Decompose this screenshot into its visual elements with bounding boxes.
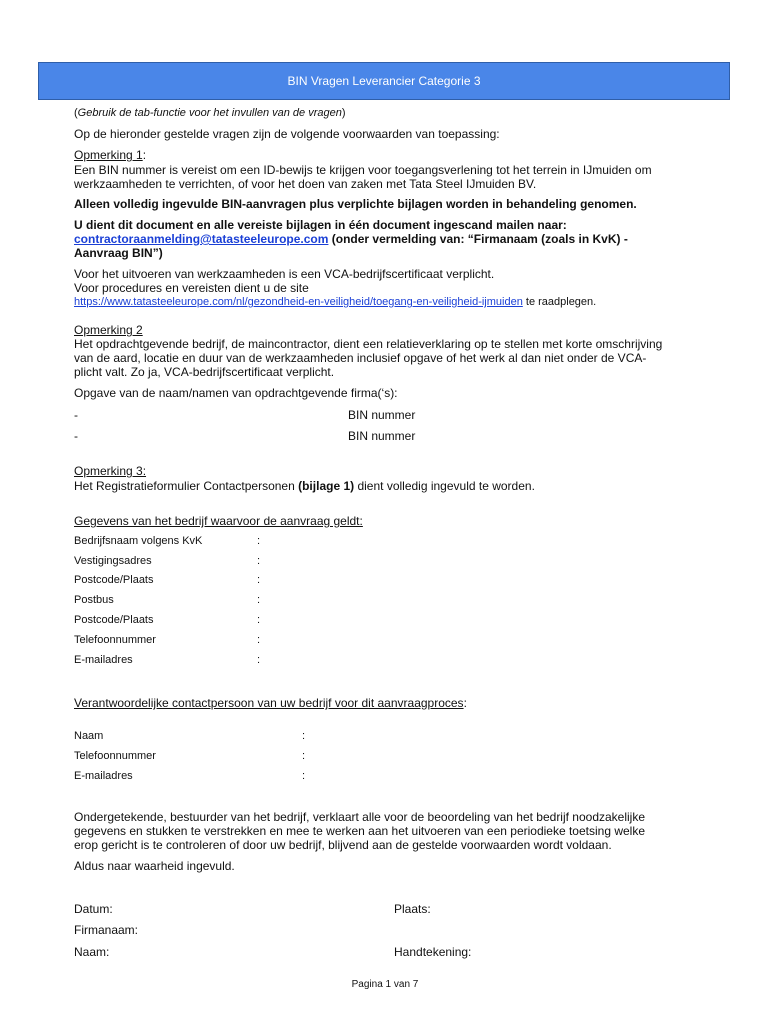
safety-url-link[interactable]: https://www.tatasteeleurope.com/nl/gezondheid-en-veiligheid/toegang-en-veiligheid-ijmuiden — [74, 296, 523, 308]
company-field-label: Postcode/Plaats — [74, 574, 154, 586]
contact-heading-text: Verantwoordelijke contactpersoon van uw bedrijf voor dit aanvraagproces — [74, 696, 464, 710]
email-link[interactable]: contractoraanmelding@tatasteeleurope.com — [74, 232, 329, 246]
form-header — [38, 62, 730, 100]
company-field-sep: : — [257, 535, 261, 547]
company-field-sep: : — [257, 594, 261, 606]
vca-line1: Voor het uitvoeren van werkzaamheden is een VCA-bedrijfscertificaat verplicht. — [74, 267, 495, 281]
contact-field-label: Naam — [74, 730, 104, 742]
contact-field-label: E-mailadres — [74, 770, 133, 782]
company-field-label: Bedrijfsnaam volgens KvK — [74, 535, 203, 547]
company-field-label: Postbus — [74, 594, 114, 606]
company-field-label: Telefoonnummer — [74, 634, 156, 646]
mail-instruction: U dient dit document en alle vereiste bijlagen in één document ingescand mailen naar: — [74, 218, 567, 232]
firm-row-bin: BIN nummer — [348, 429, 416, 443]
contact-field-label: Telefoonnummer — [74, 750, 156, 762]
contact-heading — [74, 696, 467, 710]
remark3-text — [74, 479, 535, 493]
remark1-line2: werkzaamheden te verrichten, of voor het doen van zaken met Tata Steel IJmuiden BV. — [74, 177, 537, 191]
tab-hint — [74, 107, 346, 120]
company-field-label: Vestigingsadres — [74, 555, 152, 567]
declaration-line3: erop gericht is te controleren of door uw bedrijf, blijvend aan de gestelde voorwaarden wordt voldaan. — [74, 838, 612, 852]
remark2-label: Opmerking 2 — [74, 323, 143, 337]
remark1-colon: : — [142, 148, 147, 162]
contact-field-sep: : — [302, 770, 306, 782]
vca-line2: Voor procedures en vereisten dient u de site — [74, 281, 309, 295]
contact-field-sep: : — [302, 750, 306, 762]
form-title: BIN Vragen Leverancier Categorie 3 — [287, 74, 481, 88]
paren-close: ) — [341, 107, 346, 119]
mail-line2 — [74, 232, 628, 246]
truth-statement: Aldus naar waarheid ingevuld. — [74, 859, 235, 873]
company-field-sep: : — [257, 654, 261, 666]
firm-name-label: Firmanaam: — [74, 923, 139, 937]
company-field-sep: : — [257, 574, 261, 586]
firm-row-dash: - — [74, 429, 78, 443]
company-field-label: E-mailadres — [74, 654, 133, 666]
declaration-line1: Ondergetekende, bestuurder van het bedrijf, verklaart alle voor de beoordeling van het bedrijf noodzakelijke — [74, 810, 646, 824]
remark3-text-post: dient volledig ingevuld te worden. — [354, 479, 535, 493]
remark1-line1: Een BIN nummer is vereist om een ID-bewijs te krijgen voor toegangsverlening tot het terrein in IJmuiden om — [74, 163, 652, 177]
remark3-label: Opmerking 3: — [74, 464, 147, 478]
bold-notice: Alleen volledig ingevulde BIN-aanvragen plus verplichte bijlagen worden in behandeling genomen. — [74, 197, 637, 211]
conditions-intro: Op de hieronder gestelde vragen zijn de volgende voorwaarden van toepassing: — [74, 127, 500, 141]
firm-row-dash: - — [74, 408, 78, 422]
company-field-label: Postcode/Plaats — [74, 614, 154, 626]
remark1-heading — [74, 148, 146, 162]
remark1-label: Opmerking 1 — [74, 148, 143, 162]
page-number: Pagina 1 van 7 — [351, 979, 419, 990]
name-label: Naam: — [74, 945, 110, 959]
company-heading: Gegevens van het bedrijf waarvoor de aanvraag geldt: — [74, 514, 363, 528]
firms-label: Opgave van de naam/namen van opdrachtgevende firma(‘s): — [74, 386, 398, 400]
declaration-line2: gegevens en stukken te verstrekken en mee te werken aan het uitvoeren van een periodieke toetsing welke — [74, 824, 646, 838]
remark3-text-pre: Het Registratieformulier Contactpersonen — [74, 479, 299, 493]
company-field-sep: : — [257, 555, 261, 567]
mail-line3: Aanvraag BIN”) — [74, 246, 163, 260]
remark2-line3: plicht valt. Zo ja, VCA-bedrijfscertificaat verplicht. — [74, 365, 335, 379]
url-suffix: te raadplegen. — [522, 296, 597, 308]
paren-open: ( — [74, 107, 78, 119]
date-label: Datum: — [74, 902, 113, 916]
remark2-line2: van de aard, locatie en duur van de werkzaamheden inclusief opgave of het werk al dan niet onder de VCA- — [74, 351, 647, 365]
contact-heading-colon: : — [463, 696, 467, 710]
contact-field-sep: : — [302, 730, 306, 742]
remark2-line1: Het opdrachtgevende bedrijf, de maincontractor, dient een relatieverklaring op te stellen met korte omschrijving — [74, 337, 663, 351]
mail-suffix: (onder vermelding van: “Firmanaam (zoals in KvK) - — [328, 232, 628, 246]
company-field-sep: : — [257, 634, 261, 646]
tab-hint-text: Gebruik de tab-functie voor het invullen van de vragen — [77, 107, 342, 119]
signature-label: Handtekening: — [394, 945, 472, 959]
firm-row-bin: BIN nummer — [348, 408, 416, 422]
remark3-bold: (bijlage 1) — [298, 479, 355, 493]
place-label: Plaats: — [394, 902, 431, 916]
company-field-sep: : — [257, 614, 261, 626]
url-line — [74, 296, 596, 309]
